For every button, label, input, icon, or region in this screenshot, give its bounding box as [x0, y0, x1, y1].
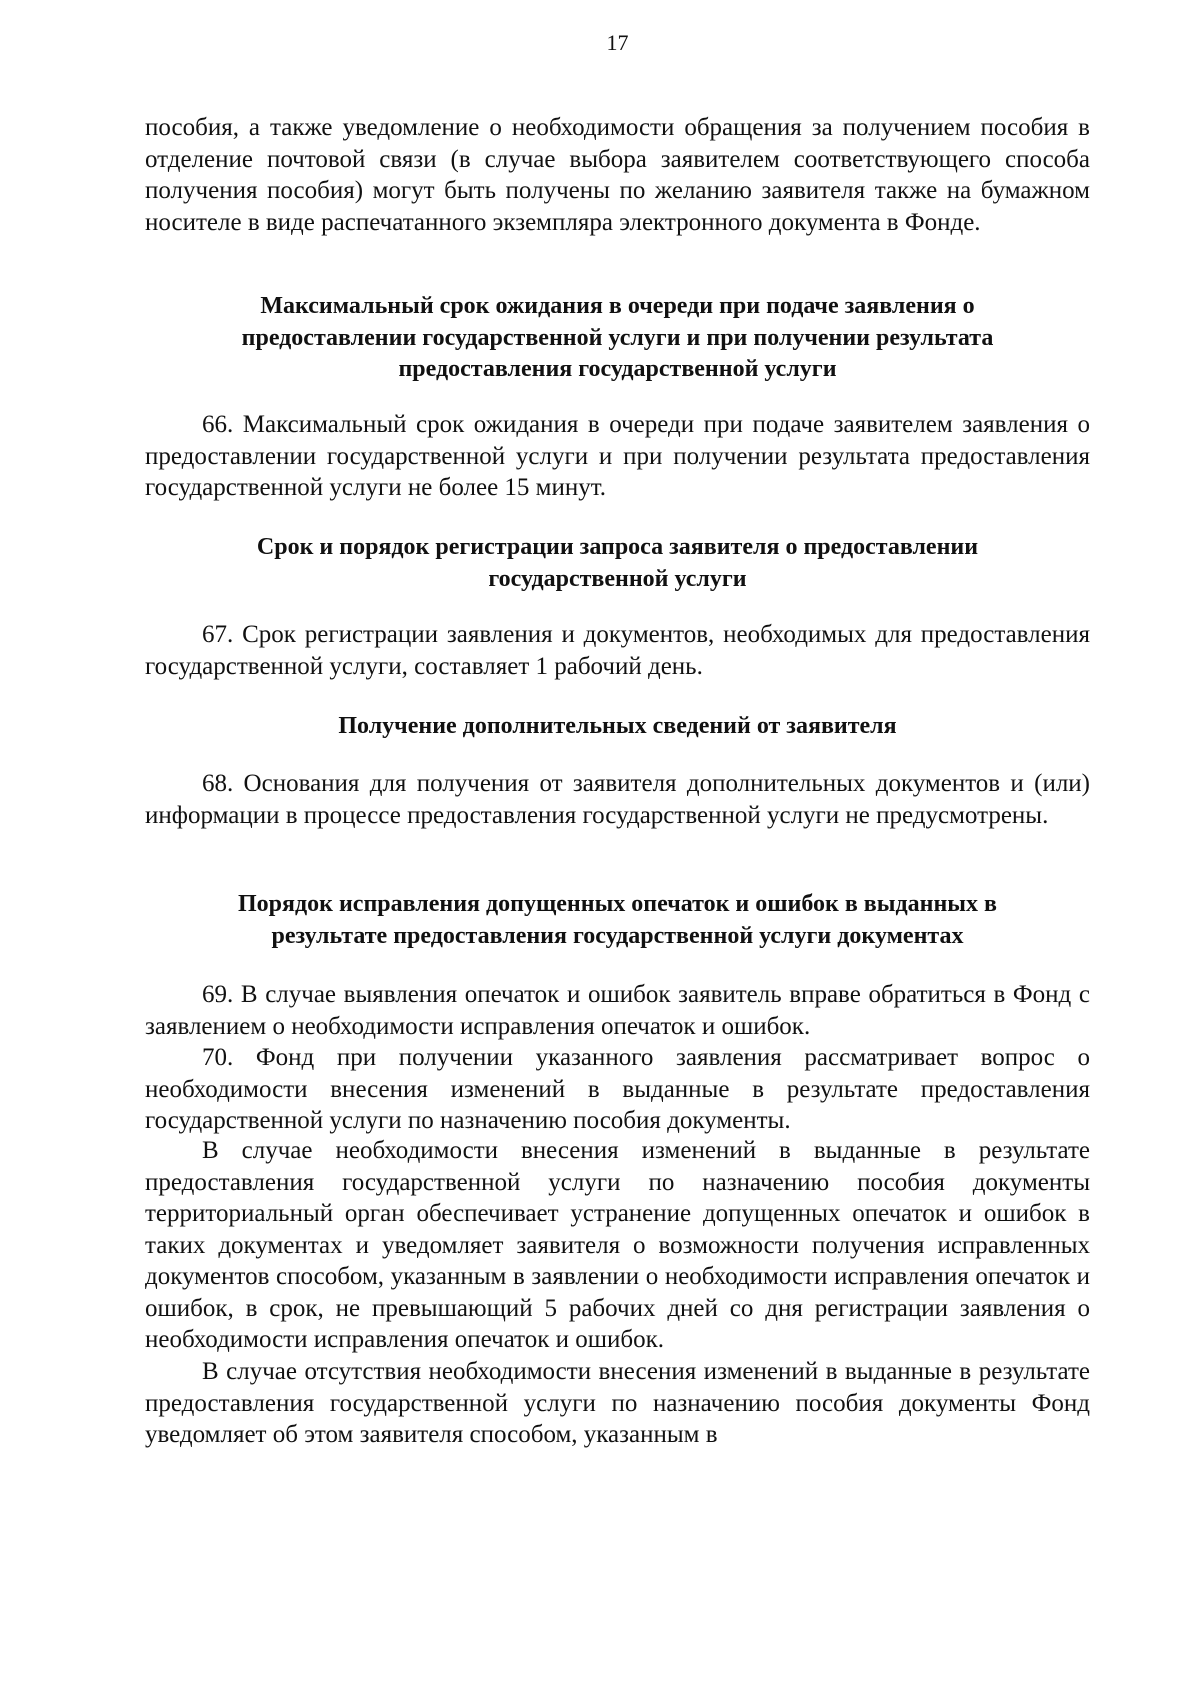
paragraph-67: 67. Срок регистрации заявления и документов, необходимых для предоставления государственной услуги, составляет 1 рабочий день.: [145, 621, 1090, 680]
paragraph-70-continuation-a: В случае необходимости внесения изменений в выданные в результате предоставления государственной услуги по назначению пособия документы территориальный орган обеспечивает устранение допущенных опечаток и ошибок в таких документах и уведомляет заявителя о возможности получения исправленных документов способом, указанным в заявлении о необходимости исправления опечаток и ошибок, в срок, не превышающий 5 рабочих дней со дня регистрации заявления о необходимости исправления опечаток и ошибок.: [145, 1137, 1090, 1353]
paragraph-69: 69. В случае выявления опечаток и ошибок заявитель вправе обратиться в Фонд с заявлением о необходимости исправления опечаток и ошибок.: [145, 981, 1090, 1040]
paragraph-intro: пособия, а также уведомление о необходимости обращения за получением пособия в отделение почтовой связи (в случае выбора заявителем соответствующего способа получения пособия) могут быть получены по желанию заявителя также на бумажном носителе в виде распечатанного экземпляра электронного документа в Фонде.: [145, 114, 1090, 236]
paragraph-66: 66. Максимальный срок ожидания в очереди при подаче заявителем заявления о предоставлении государственной услуги и при получении результата предоставления государственной услуги не более 15 минут.: [145, 411, 1090, 501]
section-heading-additional-info: Получение дополнительных сведений от заявителя: [338, 713, 897, 739]
section-heading-registration: Срок и порядок регистрации запроса заявителя о предоставлении государственной услуги: [256, 534, 979, 592]
paragraph-70-continuation-b: В случае отсутствия необходимости внесения изменений в выданные в результате предоставления государственной услуги по назначению пособия документы Фонд уведомляет об этом заявителя способом, указанным в: [145, 1358, 1090, 1448]
section-heading-corrections: Порядок исправления допущенных опечаток и ошибок в выданных в результате предоставления государственной услуги документах: [238, 891, 997, 949]
paragraph-68: 68. Основания для получения от заявителя дополнительных документов и (или) информации в процессе предоставления государственной услуги не предусмотрены.: [145, 770, 1090, 829]
section-heading-queue-time: Максимальный срок ожидания в очереди при подаче заявления о предоставлении государственной услуги и при получении результата предоставления государственной услуги: [241, 293, 994, 382]
page-number: 17: [606, 30, 629, 55]
paragraph-70: 70. Фонд при получении указанного заявления рассматривает вопрос о необходимости внесения изменений в выданные в результате предоставления государственной услуги по назначению пособия документы.: [145, 1044, 1090, 1134]
